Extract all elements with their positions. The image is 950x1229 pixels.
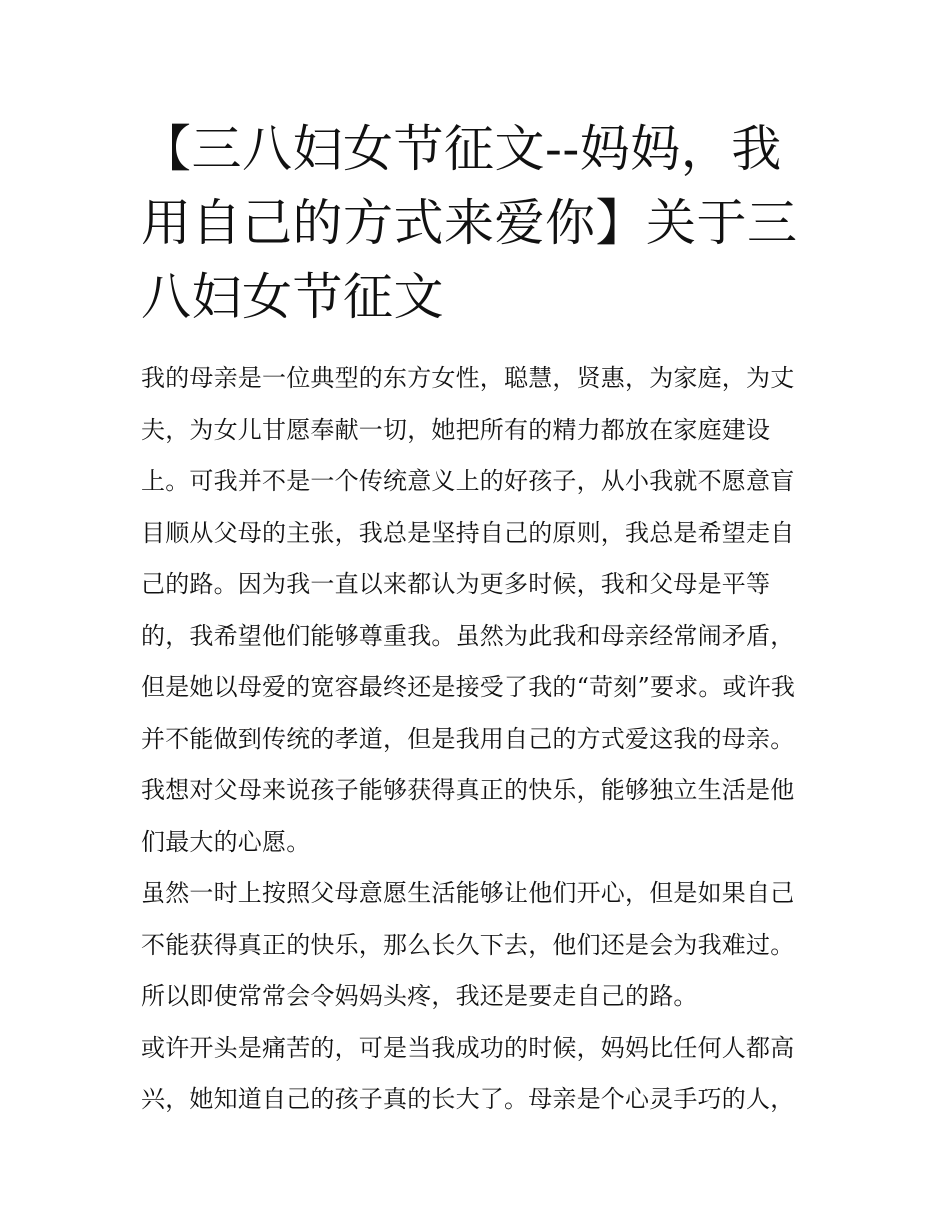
paragraph-2: 虽然一时上按照父母意愿生活能够让他们开心，但是如果自己不能获得真正的快乐，那么长久下去，他们还是会为我难过。所以即使常常会令妈妈头疼，我还是要走自己的路。 — [141, 879, 795, 1010]
paragraph-1: 我的母亲是一位典型的东方女性，聪慧，贤惠，为家庭，为丈夫，为女儿甘愿奉献一切，她把所有的精力都放在家庭建设上。可我并不是一个传统意义上的好孩子，从小我就不愿意盲目顺从父母的主张，我总是坚持自己的原则，我总是希望走自己的路。因为我一直以来都认为更多时候，我和父母是平等的，我希望他们能够尊重我。虽然为此我和母亲经常闹矛盾，但是她以母爱的宽容最终还是接受了我的“苛刻”要求。或许我并不能做到传统的孝道，但是我用自己的方式爱这我的母亲。我想对父母来说孩子能够获得真正的快乐，能够独立生活是他们最大的心愿。 — [141, 364, 796, 856]
document-title: 【三八妇女节征文--妈妈，我用自己的方式来爱你】关于三八妇女节征文 — [141, 120, 798, 326]
document-body — [141, 353, 813, 1126]
paragraph-3: 或许开头是痛苦的，可是当我成功的时候，妈妈比任何人都高兴，她知道自己的孩子真的长大了。母亲是个心灵手巧的人， — [141, 1033, 795, 1113]
